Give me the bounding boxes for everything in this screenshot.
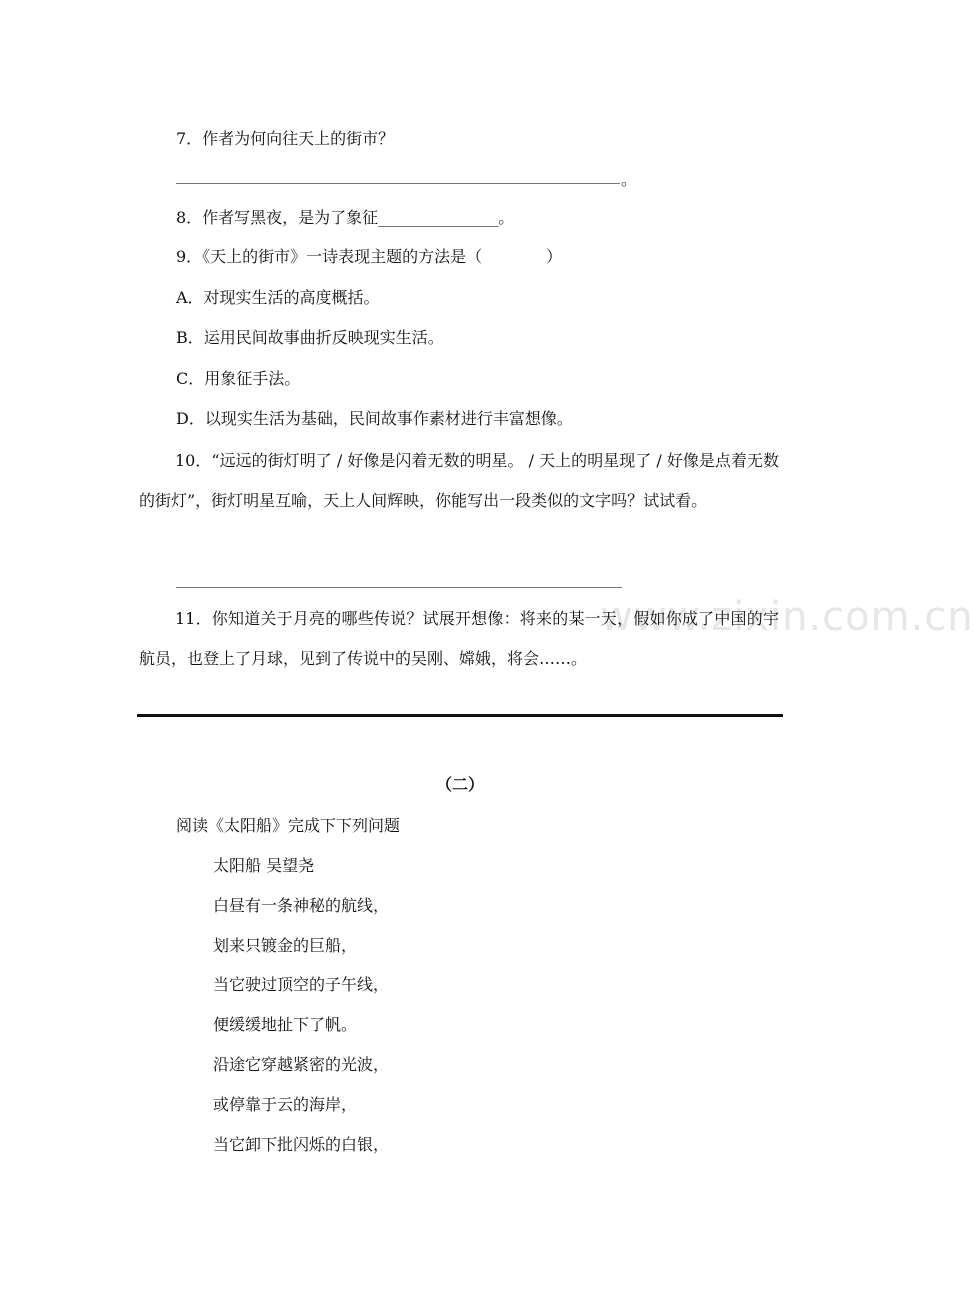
poem-title: 太阳船 吴望尧 — [213, 856, 315, 875]
q7-answer-end: 。 — [621, 170, 638, 189]
q9-option-a: A．对现实生活的高度概括。 — [176, 288, 380, 307]
poem-line: 划来只镀金的巨船， — [213, 936, 358, 955]
q8-end: 。 — [498, 208, 515, 227]
section-title: （二） — [435, 775, 484, 794]
question-7: 7．作者为何向往天上的街市？ — [176, 129, 395, 148]
section-intro: 阅读《太阳船》完成下下列问题 — [176, 816, 401, 835]
question-11: 11．你知道关于月亮的哪些传说？试展开想像：将来的某一天，假如你成了中国的宇航员，也登上了月球，见到了传说中的吴刚、嫦娥，将会……。 — [139, 609, 779, 668]
q8-blank: _______________ — [378, 208, 499, 227]
poem-line: 沿途它穿越紧密的光波， — [213, 1055, 390, 1074]
q9-option-d: D．以现实生活为基础，民间故事作素材进行丰富想像。 — [176, 409, 573, 428]
q10-answer-line — [176, 587, 622, 588]
q9-option-c: C．用象征手法。 — [176, 369, 301, 388]
question-10: 10．“远远的街灯明了 / 好像是闪着无数的明星。 / 天上的明星现了 / 好像是点着无数的街灯”，街灯明星互喻，天上人间辉映，你能写出一段类似的文字吗？试试看。 — [139, 451, 779, 510]
question-9: 9．《天上的街市》一诗表现主题的方法是（ ） — [176, 247, 563, 266]
poem-line: 或停靠于云的海岸， — [213, 1095, 358, 1114]
poem-line: 便缓缓地扯下了帆。 — [213, 1015, 358, 1034]
section-divider — [137, 714, 783, 717]
watermark-text: www.zixin.com.cn — [600, 594, 974, 640]
poem-line: 当它驶过顶空的子午线， — [213, 975, 390, 994]
question-8 — [176, 208, 514, 228]
q9-option-b: B．运用民间故事曲折反映现实生活。 — [176, 328, 444, 347]
poem-line: 白昼有一条神秘的航线， — [213, 896, 390, 915]
poem-line: 当它卸下批闪烁的白银， — [213, 1135, 390, 1154]
q8-text: 8．作者写黑夜，是为了象征 — [176, 208, 379, 227]
q7-answer-line — [176, 183, 620, 184]
